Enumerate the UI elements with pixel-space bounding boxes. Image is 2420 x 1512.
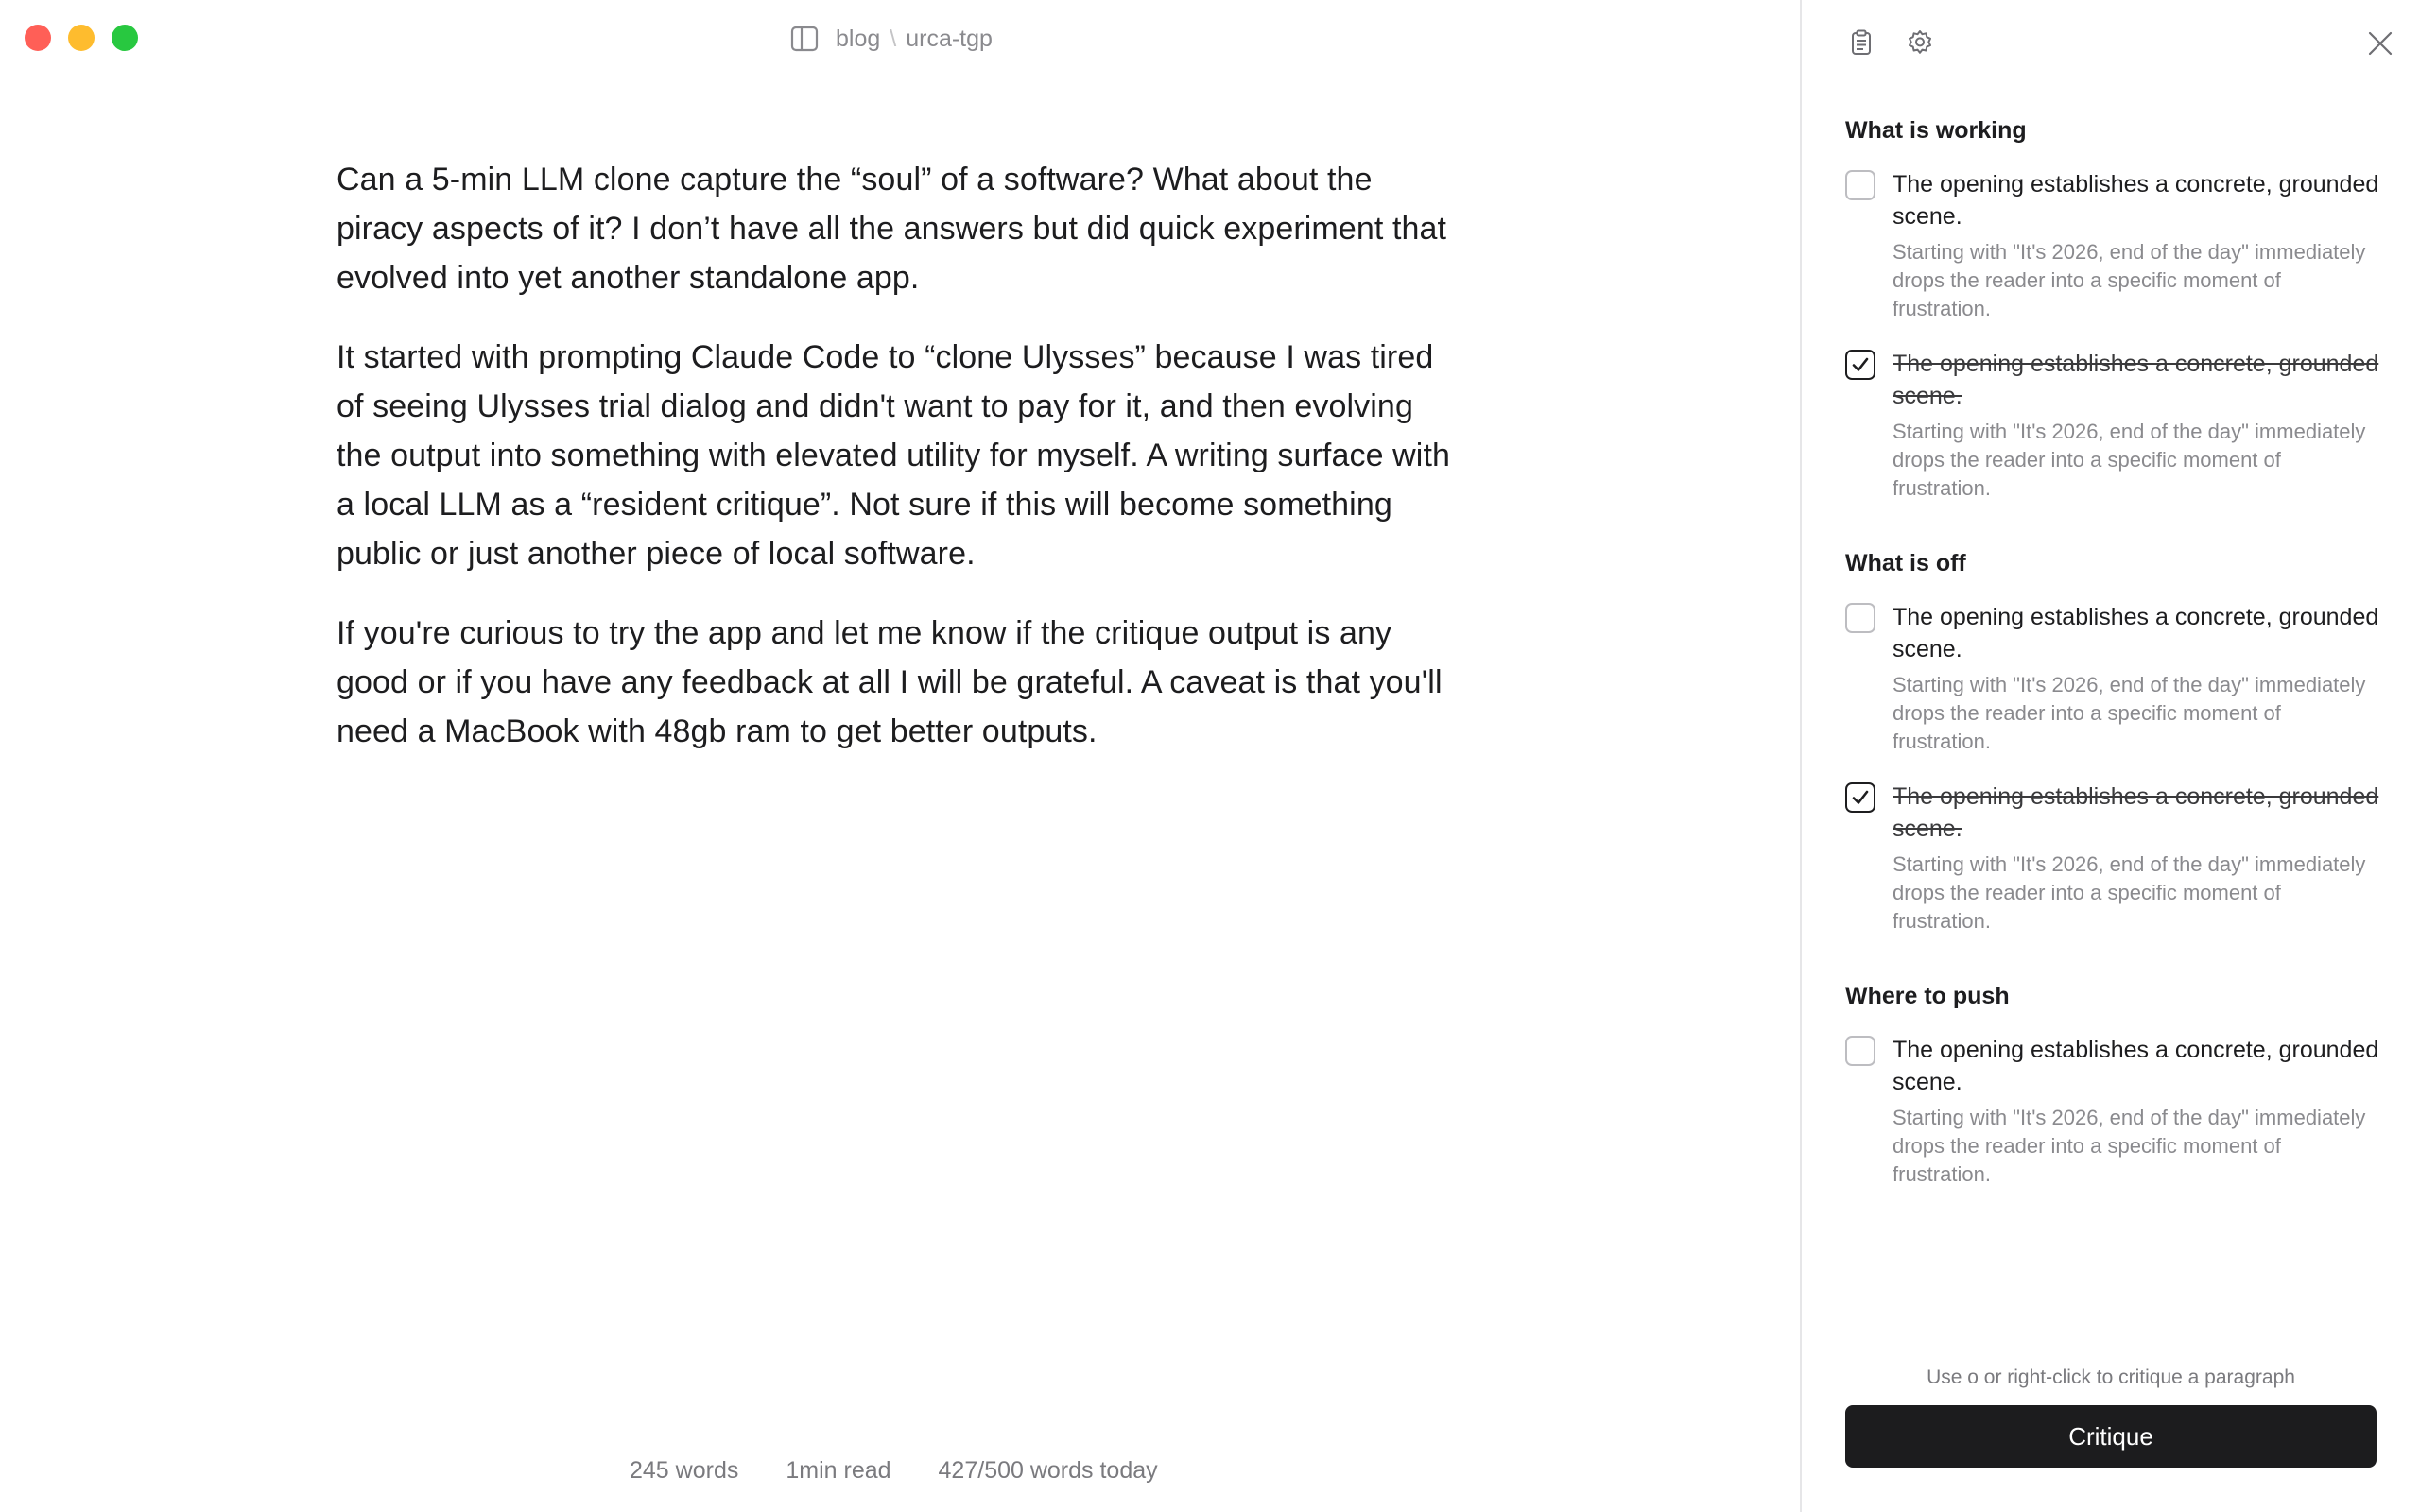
item-description: Starting with "It's 2026, end of the day" immediately drops the reader into a specific moment of frustration. bbox=[1893, 240, 2366, 320]
word-count: 245 words bbox=[630, 1457, 739, 1484]
sidebar-toggle-icon[interactable] bbox=[788, 23, 821, 55]
window-close-button[interactable] bbox=[25, 25, 51, 51]
status-bar bbox=[630, 1457, 1158, 1485]
critique-item bbox=[1845, 348, 2384, 503]
item-checkbox-checked[interactable] bbox=[1845, 782, 1876, 813]
item-description: Starting with "It's 2026, end of the day" immediately drops the reader into a specific moment of frustration. bbox=[1893, 673, 2366, 753]
item-title: The opening establishes a concrete, grounded scene. bbox=[1893, 783, 2379, 842]
critique-hint: Use o or right-click to critique a paragraph bbox=[1927, 1366, 2295, 1388]
window-controls bbox=[25, 25, 138, 51]
item-checkbox[interactable] bbox=[1845, 603, 1876, 633]
panel-toolbar bbox=[1845, 26, 1936, 59]
item-title: The opening establishes a concrete, grounded scene. bbox=[1893, 604, 2379, 662]
clipboard-icon[interactable] bbox=[1845, 26, 1877, 59]
item-description: Starting with "It's 2026, end of the day" immediately drops the reader into a specific moment of frustration. bbox=[1893, 852, 2366, 933]
breadcrumb-folder[interactable]: blog bbox=[836, 25, 881, 52]
item-checkbox[interactable] bbox=[1845, 170, 1876, 200]
item-title: The opening establishes a concrete, grounded scene. bbox=[1893, 1037, 2379, 1095]
critique-item bbox=[1845, 1034, 2384, 1189]
window-zoom-button[interactable] bbox=[112, 25, 138, 51]
item-checkbox-checked[interactable] bbox=[1845, 350, 1876, 380]
critique-item bbox=[1845, 601, 2384, 756]
title-bar bbox=[788, 23, 993, 55]
critique-panel bbox=[1800, 0, 2420, 1512]
close-icon[interactable] bbox=[2363, 26, 2397, 60]
window-minimize-button[interactable] bbox=[68, 25, 95, 51]
daily-goal: 427/500 words today bbox=[938, 1457, 1158, 1484]
section-title-working: What is working bbox=[1845, 117, 2027, 144]
gear-icon[interactable] bbox=[1904, 26, 1936, 59]
editor-paragraph[interactable]: If you're curious to try the app and let me know if the critique output is any good or if you have any feedback at all I will be grateful. A caveat is that you'll need a MacBook with 48gb ram to get better outputs. bbox=[337, 615, 1443, 749]
editor-paragraph[interactable]: It started with prompting Claude Code to “clone Ulysses” because I was tired of seeing Ulysses trial dialog and didn't want to pay for it, and then evolving the output into something with elevated utility for myself. A writing surface with a local LLM as a “resident critique”. Not sure if this will become something public or just another piece of local software. bbox=[337, 339, 1450, 572]
checkmark-icon bbox=[1851, 788, 1870, 807]
section-title-push: Where to push bbox=[1845, 983, 2010, 1009]
read-time: 1min read bbox=[786, 1457, 891, 1484]
checkmark-icon bbox=[1851, 355, 1870, 374]
breadcrumb-document[interactable]: urca-tgp bbox=[906, 25, 993, 52]
editor-text-area[interactable] bbox=[337, 155, 1461, 786]
item-title: The opening establishes a concrete, grounded scene. bbox=[1893, 351, 2379, 409]
item-checkbox[interactable] bbox=[1845, 1036, 1876, 1066]
item-description: Starting with "It's 2026, end of the day" immediately drops the reader into a specific moment of frustration. bbox=[1893, 420, 2366, 500]
critique-item bbox=[1845, 781, 2384, 936]
item-description: Starting with "It's 2026, end of the day" immediately drops the reader into a specific moment of frustration. bbox=[1893, 1106, 2366, 1186]
critique-button[interactable]: Critique bbox=[1845, 1405, 2377, 1468]
section-title-off: What is off bbox=[1845, 550, 1966, 576]
critique-item bbox=[1845, 168, 2384, 323]
item-title: The opening establishes a concrete, grounded scene. bbox=[1893, 171, 2379, 230]
editor-paragraph[interactable]: Can a 5-min LLM clone capture the “soul” of a software? What about the piracy aspects of it? I don’t have all the answers but did quick experiment that evolved into yet another standalone app. bbox=[337, 162, 1447, 296]
breadcrumb-separator: \ bbox=[890, 25, 897, 52]
